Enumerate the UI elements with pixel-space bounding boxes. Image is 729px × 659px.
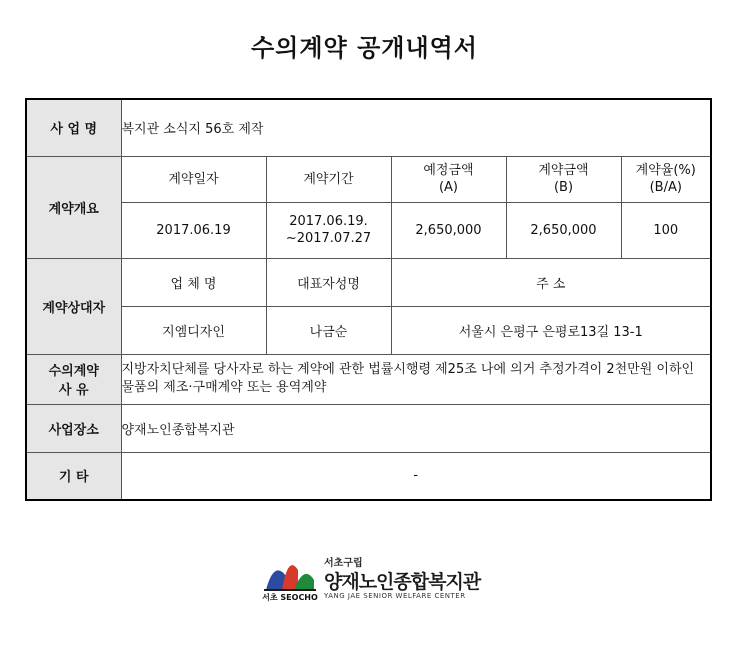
overview-header-cell: 계약금액 (B) — [506, 156, 621, 202]
etc-value: - — [121, 452, 711, 500]
counterparty-header-cell: 업 체 명 — [121, 258, 266, 306]
counterparty-value-cell: 서울시 은평구 은평로13길 13-1 — [391, 306, 711, 354]
overview-value-cell: 2017.06.19 — [121, 202, 266, 258]
overview-header-cell: 계약일자 — [121, 156, 266, 202]
place-value: 양재노인종합복지관 — [121, 404, 711, 452]
overview-value-row — [26, 202, 711, 258]
counterparty-value-cell: 지엠디자인 — [121, 306, 266, 354]
counterparty-value-row — [26, 306, 711, 354]
reason-row — [26, 354, 711, 404]
counterparty-label: 계약상대자 — [26, 258, 121, 354]
project-row — [26, 99, 711, 156]
district-label: 서초 SEOCHO — [262, 593, 318, 602]
page-title: 수의계약 공개내역서 — [250, 34, 478, 62]
reason-label-line1: 수의계약 — [48, 364, 99, 379]
overview-header-cell: 예정금액 (A) — [391, 156, 506, 202]
reason-label — [26, 354, 121, 404]
overview-value-cell: 2017.06.19. ~2017.07.27 — [266, 202, 391, 258]
overview-label: 계약개요 — [26, 156, 121, 258]
reason-text: 지방자치단체를 당사자로 하는 계약에 관한 법률시행령 제25조 나에 의거 추정가격이 2천만원 이하인 물품의 제조·구매계약 또는 용역계약 — [121, 354, 711, 404]
organization-logo — [260, 548, 490, 608]
seocho-emblem-icon — [260, 550, 320, 592]
project-label: 사 업 명 — [26, 99, 121, 156]
counterparty-value-cell: 나금순 — [266, 306, 391, 354]
overview-header-cell: 계약율(%) (B/A) — [621, 156, 711, 202]
org-prefix: 서초구립 — [324, 558, 363, 569]
overview-value-cell: 100 — [621, 202, 711, 258]
counterparty-header-cell: 주 소 — [391, 258, 711, 306]
project-value: 복지관 소식지 56호 제작 — [121, 99, 711, 156]
contract-disclosure-table — [25, 98, 712, 501]
org-name-english: YANG JAE SENIOR WELFARE CENTER — [324, 592, 466, 600]
reason-label-line2: 사 유 — [58, 383, 89, 398]
place-row — [26, 404, 711, 452]
counterparty-header-row — [26, 258, 711, 306]
counterparty-header-cell: 대표자성명 — [266, 258, 391, 306]
etc-label: 기 타 — [26, 452, 121, 500]
etc-row — [26, 452, 711, 500]
overview-value-cell: 2,650,000 — [391, 202, 506, 258]
place-label: 사업장소 — [26, 404, 121, 452]
overview-header-row — [26, 156, 711, 202]
overview-value-cell: 2,650,000 — [506, 202, 621, 258]
overview-header-cell: 계약기간 — [266, 156, 391, 202]
org-name: 양재노인종합복지관 — [324, 571, 481, 593]
